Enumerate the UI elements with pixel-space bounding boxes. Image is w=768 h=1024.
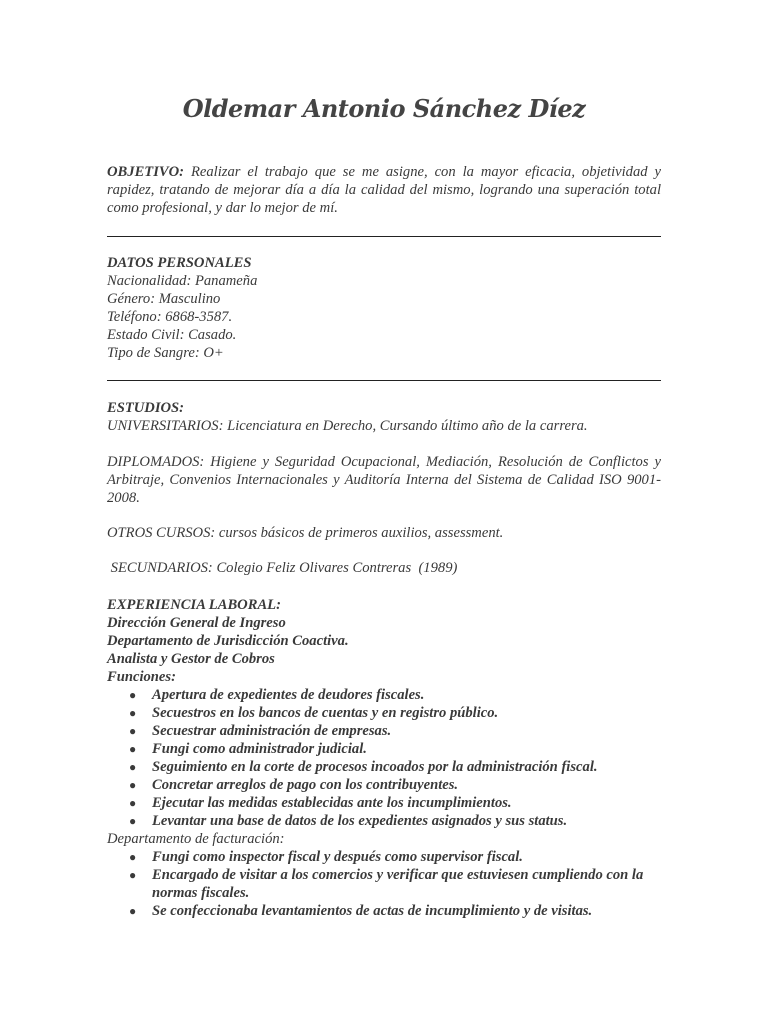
personal-data-phone: Teléfono: 6868-3587. [107, 309, 233, 325]
list-item: ● Encargado de visitar a los comercios y verificar que estuviesen cumpliendo con la normas fiscales. [107, 866, 661, 902]
personal-data-heading: DATOS PERSONALES [107, 255, 252, 271]
experience-heading: EXPERIENCIA LABORAL: [107, 597, 281, 613]
divider [107, 380, 661, 381]
list-item: ● Se confeccionaba levantamientos de actas de incumplimiento y de visitas. [107, 902, 661, 920]
studies-secondary: SECUNDARIOS: Colegio Feliz Olivares Contreras (1989) [107, 560, 458, 576]
studies-university: UNIVERSITARIOS: Licenciatura en Derecho, Cursando último año de la carrera. [107, 418, 588, 434]
list-item: ● Seguimiento en la corte de procesos incoados por la administración fiscal. [107, 758, 661, 776]
list-item: ● Ejecutar las medidas establecidas ante los incumplimientos. [107, 794, 661, 812]
studies-heading: ESTUDIOS: [107, 400, 185, 416]
studies-diplomas: DIPLOMADOS: Higiene y Seguridad Ocupacional, Mediación, Resolución de Conflictos y Arbitraje, Convenios Internacionales y Auditoría Interna del Sistema de Calidad ISO 9001-2008. [107, 454, 661, 506]
experience-functions-label: Funciones: [107, 669, 176, 685]
objective-label: OBJETIVO: [107, 164, 185, 180]
billing-department-label: Departamento de facturación: [107, 831, 285, 847]
personal-data-nationality: Nacionalidad: Panameña [107, 273, 258, 289]
studies-other-courses: OTROS CURSOS: cursos básicos de primeros auxilios, assessment. [107, 525, 504, 541]
list-item: ● Levantar una base de datos de los expedientes asignados y sus status. [107, 812, 661, 830]
functions-list [107, 686, 661, 830]
personal-data-blood-type: Tipo de Sangre: O+ [107, 345, 224, 361]
list-item: ● Concretar arreglos de pago con los contribuyentes. [107, 776, 661, 794]
experience-institution: Dirección General de Ingreso [107, 615, 286, 631]
resume-name: Oldemar Antonio Sánchez Díez [182, 94, 586, 123]
experience-section [107, 596, 661, 920]
objective-section [107, 163, 661, 217]
personal-data-civil-status: Estado Civil: Casado. [107, 327, 237, 343]
experience-position: Analista y Gestor de Cobros [107, 651, 275, 667]
list-item: ● Secuestros en los bancos de cuentas y en registro público. [107, 704, 661, 722]
studies-section [107, 399, 661, 435]
personal-data-section [107, 254, 661, 362]
list-item: ● Fungi como administrador judicial. [107, 740, 661, 758]
billing-list [107, 848, 661, 920]
list-item: ● Secuestrar administración de empresas. [107, 722, 661, 740]
divider [107, 236, 661, 237]
experience-department: Departamento de Jurisdicción Coactiva. [107, 633, 349, 649]
objective-text: Realizar el trabajo que se me asigne, con la mayor eficacia, objetividad y rapidez, tratando de mejorar día a día la calidad del mismo, logrando una superación total como profesional, y dar lo mejor de mí. [107, 164, 661, 216]
list-item: ● Apertura de expedientes de deudores fiscales. [107, 686, 661, 704]
personal-data-gender: Género: Masculino [107, 291, 221, 307]
list-item: ● Fungi como inspector fiscal y después como supervisor fiscal. [107, 848, 661, 866]
